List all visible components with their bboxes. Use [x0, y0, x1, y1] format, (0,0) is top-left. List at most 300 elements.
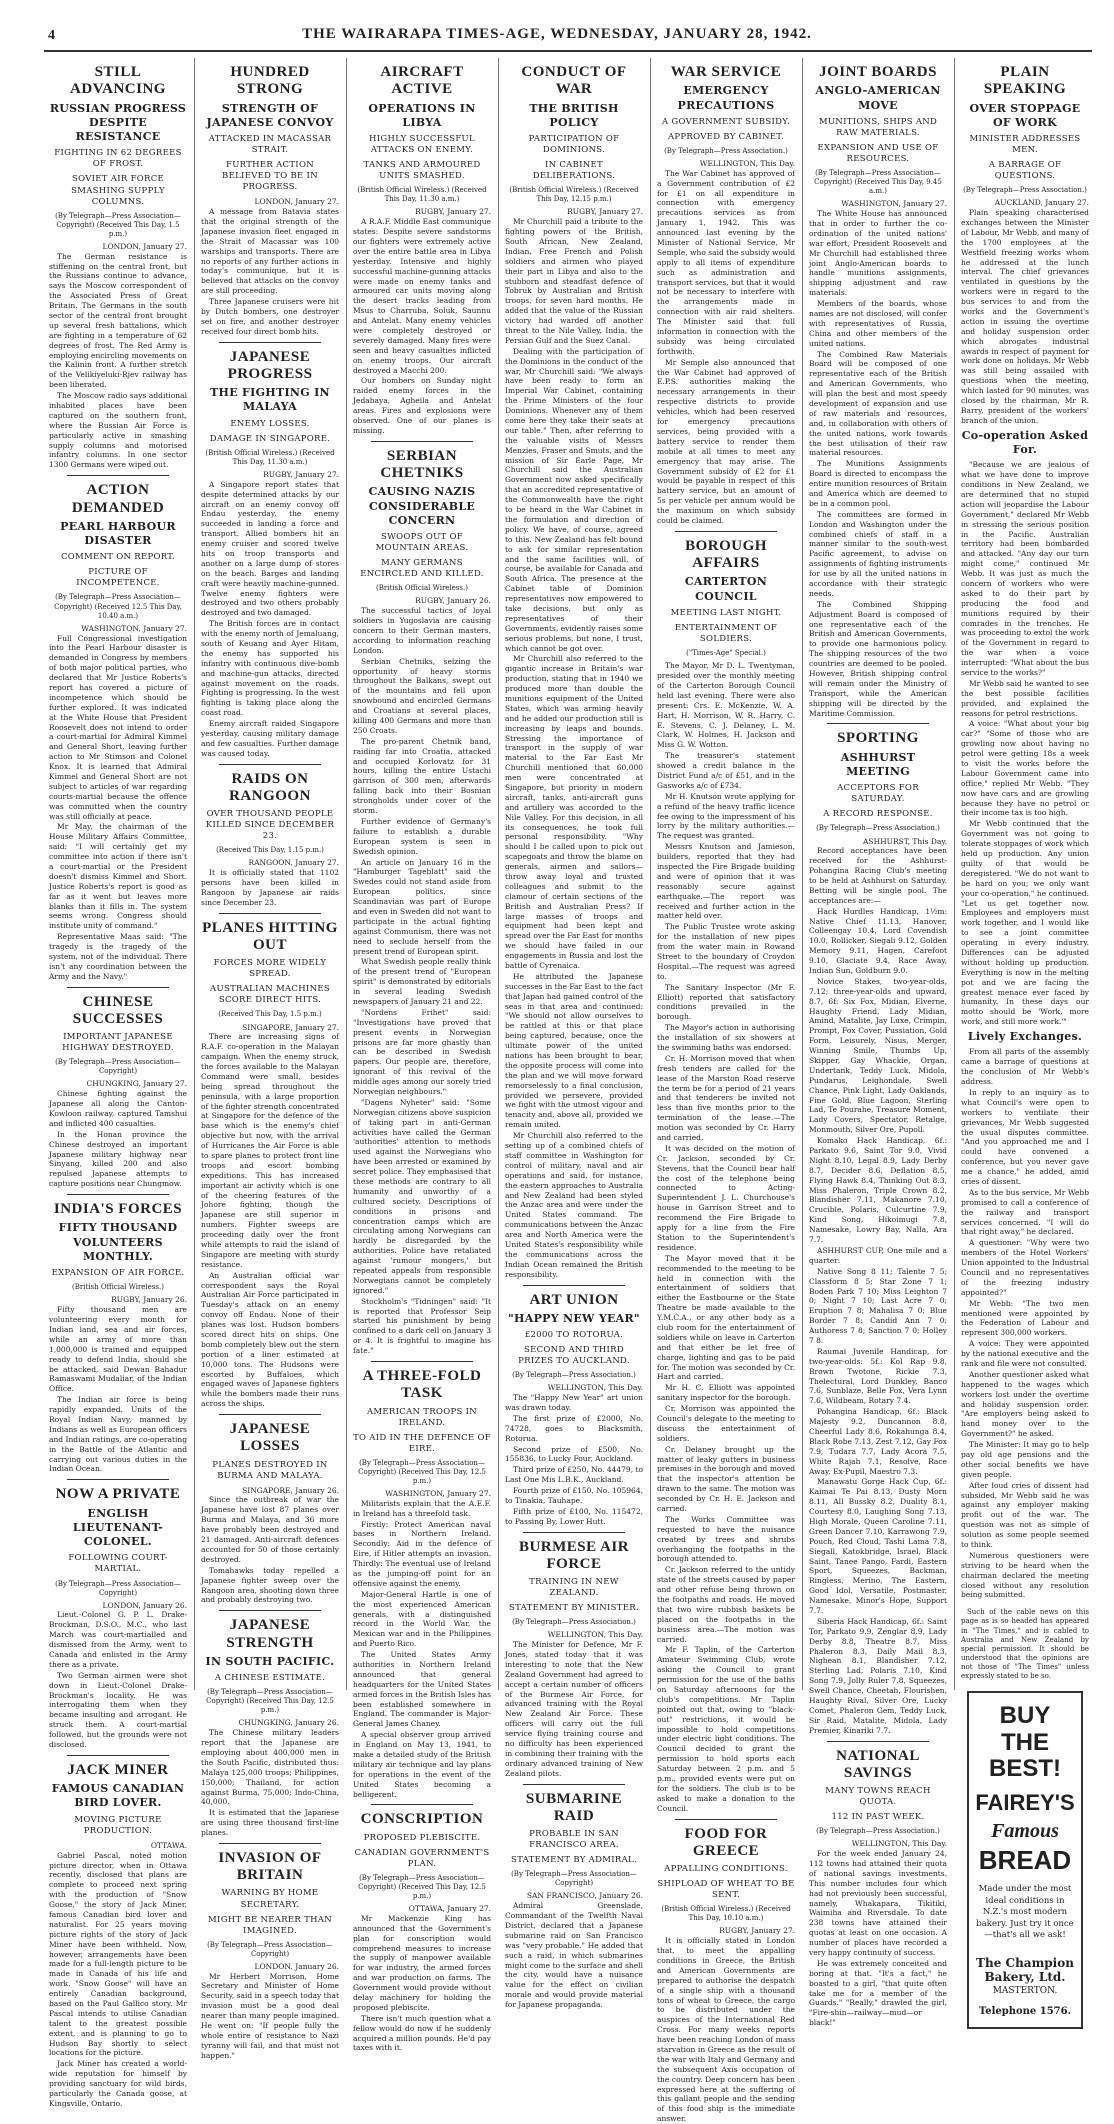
dateline-source: (By Telegraph—Press Association—Copyright) [207, 1940, 333, 1958]
deck: SECOND AND THIRD PRIZES TO AUCKLAND. [518, 1345, 630, 1367]
paragraph: Fifty thousand men are volunteering every month for Indian land, sea and air forces, while an army of more than 1,000,000 is trained and equipped ready to defend India, should she be attacked, said Dewan Bahadur Ramaswami Mudaliar, of the Indian Office. [49, 1305, 187, 1394]
dateline-source: (By Telegraph—Press Association—Copyright) [55, 1058, 181, 1076]
paragraph: Novice Stakes, two-year-olds, 7.12; three-year-olds and upward, 8.7, 6f: Six Fox, Midian, Elverne, Haughty Friend, Lady Midian, Amind, Matalite, Jay Luxe, Crimpin, Prompt, Fox Cover, Pussiation, Gold Form, Leisurely, Nisus, Merger, Winning Smile, Thumbs Up, Skipper, Gay Whackie, Organ, Undertank, Teddy Luck, Midola, Pundarus, Leighondale, Swell Chance, Pink Light, Lady Oaklands, Fine Gold, Blue Lagoon, Sterling Lad, Te Pourahe, Treasure Moment, Lady Covers, Spectator, Retalge, Monmouth, Silver Ore, Pupoll. [809, 976, 947, 1135]
subheadline: THE FIGHTING IN MALAYA [210, 386, 330, 414]
subheadline: Co-operation Asked For. [961, 428, 1089, 457]
paragraph: "Nordens Frihet" said: "Investigations have proved that present events in Norwegian prisons are far more ghastly than can be described in Swedish papers. Our people are, therefore, ignorant of this revival of the middle ages among our sorely tried Norwegian neighbours." [353, 1007, 491, 1096]
paragraph: Mr H. Knutson wrote applying for a refund of the heavy traffic licence fee owing to the impressment of his lorry by the military authorities.—The request was granted. [657, 791, 795, 841]
deck: COMMENT ON REPORT. [60, 552, 176, 563]
paragraph: Dealing with the participation of the Dominions in the conduct of the war, Mr Churchill said: "We always have been ready to form an Imperial War Cabinet, containing the Prime Ministers of the four Dominions. Whenever any of them come here they take their seats at our table." Then, after referring to the valuable visits of Messrs Menzies, Fraser and Smuts, and the mission of Sir Earle Page, Mr Churchill said the Australian Government now asked specifically that an accredited representative of the Commonwealth have the right to be heard in the War Cabinet in the formulation and direction of policy. We have, of course, agreed to this. New Zealand has felt bound to ask for similar representation and the same facilities will, of course, be available for Canada and South Africa. The presence at the Cabinet table of Dominion representatives now empowered to take decisions, but only as representatives of their Governments, evidently raises some serious problems, but none, I trust, which cannot be got over. [505, 346, 643, 653]
paragraph: The German resistance is stiffening on the central front, but the Russians continue to advance, says the Moscow correspondent of the Associated Press of Great Britain. The Germans in the south sector of the central front brought up several fresh battalions, which are fighting in a temperature of 62 degrees of frost. The Red Army is employing encircling movements on the Kalinin front. A further stretch of the Velikiyeluki-Rjev railway has been liberated. [49, 251, 187, 390]
dateline-source: ("Times-Age" Special.) [686, 649, 766, 658]
deck: TANKS AND ARMOURED UNITS SMASHED. [363, 160, 481, 182]
paragraph: Firstly: Protect American naval bases in Northern Ireland. Secondly: Aid in the defence of Eire, if Hitler attempts an invasion. Thirdly: The eventual use of Ireland as the jumping-off point for an offensive against the enemy. [353, 1519, 491, 1588]
dateline: WELLINGTON, This Day. [547, 1383, 643, 1393]
paragraph: Stockholm's "Tidningen" said: "It is reported that Professor Seip started his punishment by being confined to a dark cell on January 3 or 4. It is frightful to imagine his fate." [353, 1296, 491, 1356]
paragraph: Third prize of £250, No. 44479, to Last One Mis L.B.K., Auckland. [505, 1465, 643, 1485]
paragraph: The Mayor moved that it be recommended to the meeting to be held in connection with the entertainment of soldiers that either the Eastbourne or the State Theatre be made available to the Y.M.C.A., or any other body as a club room for the entertainment of soldiers while on leave in Carterton and that either be let free of charge, lighting and gas to be paid for. The motion was seconded by Cr. Hart and carried. [657, 1253, 795, 1382]
paragraph: The Works Committee was requested to have the nuisance created by trees and shrubs overhanging the footpaths in the borough attended to. [657, 1514, 795, 1564]
headline: JOINT BOARDS [819, 64, 937, 80]
paragraph: Further evidence of Germany's failure to establish a durable European system is seen in Swedish opinion. [353, 816, 491, 856]
separator [371, 1361, 473, 1362]
deck: A CHINESE ESTIMATE. [214, 1673, 326, 1684]
headline: SUBMARINE RAID [525, 1790, 623, 1824]
paragraph: The British forces are in contact with the enemy north of Jemaluang, south of Keuang and Ayer Hitam, the enemy has supported his infantry with continuous dive-bomb and machine-gun attacks, directed against movement on the roads. Fighting is progressing. In the west fighting is taking place along the coast road. [201, 619, 339, 718]
headline: STILL ADVANCING [70, 64, 166, 98]
dateline-source: (By Telegraph—Press Association.) [512, 1618, 636, 1627]
paragraph: A special observer group arrived in England on May 13, 1941, to make a detailed study of the British military air technique and lay plans for operations in the event of the United States becoming a belligerent. [353, 1730, 491, 1799]
paragraph: The Mayor, Mr D. L. Twentyman, presided over the monthly meeting of the Carterton Borough Council held last evening. There were also present: Crs. E. McKenzie, W. A. Hart, H. Morrison, W. R. Harry, C. E. Stevens, C. J. Delaney, L. M. Clark, W. Holmes, H. Jackson and Miss G. W. Wotton. [657, 661, 795, 750]
deck: PICTURE OF INCOMPETENCE. [76, 567, 160, 589]
paragraph: Plain speaking characterised exchanges between the Minister of Labour, Mr Webb, and many of the 1700 employees at the Westfield freezing works whom he addressed at the lunch interval. The chief grievances ventilated in questions by the workers were in regard to the bus services to and from the works and the Government's action in issuing the overtime and holiday suspension order which abrogates industrial awards in respect of payment for work done on holidays. Mr Webb was still being assailed with questions when the meeting, which lasted for 90 minutes, was closed by the chairman, Mr R. Barry, president of the workers' branch of the union. [961, 208, 1089, 425]
paragraph: Serbian Chetniks, seizing the opportunity of heavy storms throughout the Balkans, swept out of the mountains and fell upon snowbound and encircled Germans and Croatians at several places, killing 400 Germans and more than 250 Croats. [353, 656, 491, 735]
dateline-source: (British Official Wireless.) (Received This Day, 11.30 a.m.) [205, 448, 335, 466]
deck: 112 IN PAST WEEK. [831, 1812, 925, 1823]
dateline-source: (By Telegraph—Press Association.) [816, 1827, 940, 1836]
headline: SPORTING [837, 730, 919, 747]
headline: INVASION OF BRITAIN [218, 1849, 322, 1884]
deck: SHIPLOAD OF WHEAT TO BE SENT. [657, 1879, 795, 1901]
paragraph: The Sanitary Inspector (Mr F. Elliott) reported that satisfactory conditions prevailed in the borough. [657, 982, 795, 1022]
ad-buy: BUY [999, 1702, 1051, 1730]
dateline-source: (British Official Wireless.) [72, 1283, 164, 1292]
headline: NOW A PRIVATE [55, 1486, 181, 1503]
deck: TRAINING IN NEW ZEALAND. [529, 1577, 619, 1599]
dateline: CHUNGKING, January 27. [86, 1079, 187, 1089]
separator [219, 1610, 321, 1611]
paragraph: The "Happy New Year" art union was drawn today. [505, 1393, 643, 1412]
headline: SERBIAN CHETNIKS [380, 447, 464, 482]
paragraph: "Dagens Nyheter" said: "Some Norwegian citizens above suspicion of taking part in anti-German activities have called the German 'authorities' attention to methods used against the Norwegians who have been arrested or examined by secret police. They emphasised that these methods are contrary to all humanity and unworthy of a cultured society. Descriptions of conditions in prisons and concentration camps which are circulating among Norwegians can hardly be disregarded by the authorities. Police have retaliated against 'rumour mongers,' but repeated appeals from responsible Norwegians cannot be completely ignored." [353, 1097, 491, 1295]
dateline: RUGBY, January 27. [719, 1926, 795, 1936]
paragraph: In reply to an inquiry as to what Council's were open to workers to ventilate their grievances, Mr Webb suggested the usual disputes committee. "And you approached me and I could have convened a conference, but you never gave me a chance," he added, amid cries of dissent. [961, 1087, 1089, 1186]
headline: JACK MINER [67, 1761, 169, 1778]
headline: PLAIN SPEAKING [983, 64, 1067, 98]
paragraph: Mr Semple also announced that the War Cabinet had approved of E.P.S. authorities making the necessary arrangements in their respective districts to provide vehicles, which had been reserved for emergency precautions services, being provided with a battery service to render them mobile at all times to meet any emergency that may arise. The Government subsidy of £2 for £1 would be payable in respect of this battery service, but an amount of 5s per vehicle per annum would be the maximum on which subsidy could be claimed. [657, 357, 795, 525]
paragraph: Manawatu Gorge Hack Cup, 6f.: Kaimai Te Pai 8.13, Dusty Morn 8.11, All Bussky 8.2, Duality 8.1, Courtesy 8.0, Laughing Song 7.13, High Morale, Queen Caroline 7.11, Green Dancer 7.10, Karrawong 7.9, Pouch, Red Cloud, Tashi Lama 7.8, Siegall, Katokbridge, Israel, Black Saint, Tanee Pango, Fardi, Eastern Sport, Squeezes, Backman, Ringless, Merino, The Eastern, Good Idol, Versatile, Postmaster, Namesake, Minor's Hope, Support 7.7. [809, 1477, 947, 1615]
deck: MIGHT BE NEARER THAN IMAGINED. [208, 1914, 332, 1936]
deck: WARNING BY HOME SECRETARY. [221, 1888, 319, 1910]
dateline-source: (By Telegraph—Press Association—Copyright) (Received This Day, 12.5 p.m.) [358, 1873, 486, 1901]
deck: STATEMENT BY MINISTER. [509, 1603, 639, 1614]
dateline-source: (British Official Wireless.) (Received This Day, 11.30 a.m.) [357, 186, 487, 204]
subheadline: FAMOUS CANADIAN BIRD LOVER. [51, 1782, 185, 1810]
paragraph: Chinese fighting against the Japanese all along the Canton-Kowloon railway, captured Tamshui and inflicted 400 casualties. [49, 1089, 187, 1128]
paragraph: Cr. Jackson referred to the untidy state of the streets caused by paper and other refuse being thrown on the footpaths and roads. He moved that two wire rubbish baskets be placed on the footpaths in the business area.—The motion was carried. [657, 1565, 795, 1644]
deck: SWOOPS OUT OF MOUNTAIN AREAS. [375, 532, 469, 554]
column-1 [44, 58, 192, 2108]
dateline: CHUNGKING, January 26. [238, 1718, 339, 1728]
paragraph: From all parts of the assembly came a barrage of questions at the conclusion of Mr Webb's address. [961, 1047, 1089, 1087]
paragraph: It is officially stated that 1102 persons have been killed in Rangoon by Japanese air raids since December 23. [201, 868, 339, 907]
paragraph: Cr. Delaney brought up the matter of leaky gutters in business premises in the borough and moved that the inspector's attention be drawn to the same. The motion was seconded by Cr. H. E. Jackson and carried. [657, 1444, 795, 1513]
paragraph: Mr Churchill paid a tribute to the fighting powers of the British, South African, New Zealand, Indian, Free French and Polish soldiers and airmen who played their part in Libya and also to the stubborn and steadfast defence of Tobruk by Australian and British troops, for seven hard months. He added that the value of the Russian victory had warded off another threat to the Nile Valley, India, the Persian Gulf and the Suez Canal. [505, 217, 643, 345]
subheadline: OPERATIONS IN LIBYA [368, 101, 476, 129]
separator [675, 1819, 777, 1820]
dateline: ASHHURST, This Day. [863, 836, 947, 846]
paragraph: Mr Churchill also referred to the setting up of a combined chiefs of staff committee in Washington for control of military, naval and air operations and said, for instance, the eastern approaches to Australia and New Zealand had been styled the Anzac area and were under the United States command. The communications between the Anzac area and North America were the United States's responsibility while the communications across the Indian Ocean remained the British responsibility. [505, 1131, 643, 1279]
paragraph: Enemy aircraft raided Singapore yesterday, causing military damage and few casualties. Further damage was caused today. [201, 719, 339, 758]
headline: NATIONAL SAVINGS [836, 1747, 920, 1781]
subheadline: THE BRITISH POLICY [529, 101, 619, 129]
paragraph: Fourth prize of £150, No. 105964, to Tinakia, Tauhape. [505, 1486, 643, 1505]
paragraph: The War Cabinet has approved of a Government contribution of £2 for £1 on all expenditure in connection with emergency precautions services as from January 1, 1942. This was announced last evening by the Minister of National Service, Mr Semple, who said the subsidy would apply to all items of expenditure such as administration and transport services, but that it would not be necessary to interfere with the arrangements made in connection with air raid shelters. The Minister said that full information in connection with the subsidy was being circulated forthwith. [657, 168, 795, 356]
deck: MANY GERMANS ENCIRCLED AND KILLED. [360, 558, 484, 580]
ad-body: Made under the most ideal conditions in N.Z.'s most modern bakery. Just try it once—that's all we ask! [976, 1884, 1074, 1941]
separator [219, 764, 321, 765]
deck: A RECORD RESPONSE. [823, 809, 933, 820]
column-divider [194, 58, 195, 1690]
deck: FURTHER ACTION BELIEVED TO BE IN PROGRESS. [222, 160, 318, 193]
paragraph: There are increasing signs of R.A.F. co-operation in the Malayan campaign. When the enemy struck, the forces available to the Malayan Command were small, besides being spread throughout the peninsula, with a large proportion of the fighter strength concentrated at Singapore for the defence of the base which is the enemy's chief objective but now, with the arrival of Hurricanes the Air Force is able to spare planes to protect front line troops and escort bombing expeditions. This has increased important air activity which is one of the cheering features of the Johore fighting, though the Japanese are still superior in numbers. Fighter sweeps are proceeding daily over the front while attempts to raid the island of Singapore are meeting with sturdy resistance. [201, 1032, 339, 1269]
deck: PARTICIPATION OF DOMINIONS. [528, 134, 620, 156]
paragraph: Since the outbreak of war the Japanese have lost 87 planes over Burma and Malaya, and 36 more have probably been destroyed and 21 damaged. Anti-aircraft defences accounted for 50 of those certainly destroyed. [201, 1495, 339, 1564]
deck: AUSTRALIAN MACHINES SCORE DIRECT HITS. [210, 984, 330, 1006]
paragraph: ASHHURST CUP, One mile and a quarter: [809, 1245, 947, 1265]
dateline: OTTAWA. [150, 1840, 187, 1850]
paragraph: Mr May, the chairman of the House Military Affairs Committee, said: "I will certainly get my committee into action if there isn't a court-martial or the President doesn't dismiss Kimmel and Short. Justice Roberts's report is good as far as it went but leaves more blanks than it fills in. The system seems wrong. Congress should institute unity of command." [49, 822, 187, 931]
dateline-source: (By Telegraph—Press Association—Copyright) (Received 12.5 This Day, 10.40 a.m.) [54, 593, 182, 620]
deck: MUNITIONS, SHIPS AND RAW MATERIALS. [818, 116, 938, 138]
deck: ATTACKED IN MACASSAR STRAIT. [208, 134, 332, 156]
subheadline: ANGLO-AMERICAN MOVE [815, 84, 941, 112]
dateline-source: (Received This Day, 1.15 p.m.) [216, 846, 324, 855]
paragraph: Mr Herbert Morrison, Home Secretary and Minister of Home Security, said in a speech today that invasion must be a good deal nearer than many people imagined. He went on: "If people fully the whole entire of resistance to Nazi tyranny will fail, and that must not happen." [201, 1971, 339, 2060]
paragraph: Militarists explain that the A.E.F. in Ireland has a threefold task. [353, 1498, 491, 1518]
headline: PLANES HITTING OUT [202, 919, 338, 954]
deck: SOVIET AIR FORCE SMASHING SUPPLY COLUMNS. [71, 174, 165, 207]
dateline-source: (British Official Wireless.) (Received This Day, 10.10 a.m.) [661, 1905, 791, 1923]
headline: AIRCRAFT ACTIVE [380, 64, 464, 98]
separator [371, 441, 473, 442]
paragraph: Pohangina Handicap, 6f.: Black Majesty 9.2, Duncannon 8.8, Cheerful Lady 8.6, Rokahunga 8.4, Black Robe 7.13, Zest 7.12, Gay Fox 7.9, Tudara 7.7, Lady Acora 7.5, White Rajah 7.1, Resolve, Race Away, Ex-Pupil, Maestro 7.3. [809, 1407, 947, 1476]
paragraph: There isn't much question what a fellow would do now if he suddenly acquired a million pounds. He'd pay taxes with it. [353, 2013, 491, 2053]
deck: MINISTER ADDRESSES MEN. [969, 134, 1081, 156]
masthead-title: THE WAIRARAPA TIMES-AGE, WEDNESDAY, JANUARY 28, 1942. [302, 26, 812, 42]
separator [67, 1755, 169, 1756]
separator [827, 1741, 929, 1742]
deck: APPALLING CONDITIONS. [664, 1864, 788, 1875]
deck: MANY TOWNS REACH QUOTA. [825, 1786, 931, 1808]
paragraph: Two German airmen were shot down in Lieut.-Colonel Drake-Brockman's locality. He was interrogating them when they became insulting and arrogant. He struck them. A court-martial followed, but the grounds were not disclosed. [49, 1670, 187, 1750]
dateline: RUGBY, January 26. [415, 596, 491, 606]
separator [67, 987, 169, 988]
dateline: OTTAWA, January 27. [408, 1904, 491, 1914]
dateline-source: (By Telegraph—Press Association—Copyright) [511, 1870, 637, 1888]
dateline-source: (By Telegraph—Press Association.) [664, 146, 788, 155]
column-7 [956, 58, 1094, 2017]
dateline: LONDON, January 27. [254, 197, 339, 207]
dateline: RUGBY, January 27. [415, 207, 491, 217]
paragraph: A questioner: "Why were two members of the Hotel Workers' Union appointed to the Industrial Council and no representatives of the freezing industry appointed?" [961, 1238, 1089, 1297]
column-6 [804, 58, 952, 2028]
paragraph: Mr F. Taplin, of the Carterton Amateur Swimming Club, wrote asking the Council to grant permission for the use of the baths on Saturday afternoons for the club's competitions. Mr Taplin pointed out that, owing to "black-out" restrictions, it would be impossible to hold competitions under electric light conditions. The Council decided to grant the permission to hold sports each Saturday between 2 p.m. and 5 p.m., provided events were put on for the soldiers. The club is to be asked to make a donation to the Council. [657, 1645, 795, 1813]
dateline: LONDON, January 26. [254, 1961, 339, 1971]
deck: DAMAGE IN SINGAPORE. [209, 433, 331, 444]
deck: TO AID IN THE DEFENCE OF EIRE. [353, 1432, 491, 1454]
paragraph: For the week ended January 24, 112 towns had attained their quota of national savings investments. This number includes four which had not previously been successful, namely, Whakapara, Tikitiki, Waimiha and Riversdale. To date 238 towns have attained their quotas at least on one occasion. A number of places have recorded a very happy continuity of success. [809, 1849, 947, 1957]
deck: FORCES MORE WIDELY SPREAD. [213, 958, 327, 980]
paragraph: Fifth prize of £100, No. 115472, to Passing By, Lower Hutt. [505, 1506, 643, 1526]
dateline-source: (British Official Wireless.) (Received This Day, 12.15 p.m.) [509, 186, 639, 204]
paragraph: Members of the boards, whose names are not disclosed, will confer with representatives of Russia, China and other members of the united nations. [809, 299, 947, 348]
paragraph: "Because we are jealous of what we have done to improve conditions in New Zealand, we are determined that no stupid action will jeopardise the Labour Government," declared Mr Webb in stressing the serious position in the Pacific. Australian territory had been bombarded and attacked. "Any day our turn might come," continued Mr Webb. It was just as much the concern of workers who were asked to do their part by producing the food and munitions required by their comrades in the trenches. He was proceeding to extol the work of the Government in regard to the war when a voice interrupted: "What about the bus service to the works?" [961, 460, 1089, 678]
paragraph: After loud cries of dissent had subsided, Mr Webb said he was against any employer making profit out of the war. The question was not as simple of solution as some people seemed to think. [961, 1480, 1089, 1550]
headline: CONDUCT OF WAR [521, 64, 627, 98]
subheadline: "HAPPY NEW YEAR" [508, 1311, 640, 1325]
paragraph: The Munitions Assignments Board is directed to encompass the entire munition resources of Britain and America which are deemed to be in a common pool. [809, 459, 947, 508]
headline: ACTION DEMANDED [71, 482, 165, 516]
paragraph: The Combined Raw Materials Board will be composed of one representative each of the British and American Governments, who will plan the best and most speedy development of expansion and use of raw materials and resources, and, in collaboration with others of the united nations, work towards the best utilisation of their raw material resources. [809, 349, 947, 458]
paragraph: Mr Webb said he wanted to see the best possible facilities provided, and explained the reasons for petrol restrictions. [961, 678, 1089, 718]
dateline-source: (Received This Day, 1.5 p.m.) [218, 1010, 322, 1019]
paragraph: The Minister: It may go to help pay old age pensions and the other social benefits we have given people. [961, 1440, 1089, 1479]
paragraph: Cr. Morrison was appointed the Council's delegate to the meeting to discuss the entertainment of soldiers. [657, 1404, 795, 1443]
deck: IN CABINET DELIBERATIONS. [532, 160, 616, 182]
subheadline: OVER STOPPAGE OF WORK [969, 101, 1081, 129]
subheadline: Lively Exchanges. [967, 1030, 1083, 1044]
separator [523, 1532, 625, 1533]
column-divider [346, 58, 347, 1690]
deck: A GOVERNMENT SUBSIDY. [661, 116, 791, 127]
headline: BOROUGH AFFAIRS [685, 537, 767, 572]
paragraph: Mr Webb: "The two men mentioned were appointed by the Federation of Labour and represent 300,000 workers. [961, 1298, 1089, 1338]
paragraph: He was extremely conceited and boring at that. "It's a fact," he boasted to a girl, "that quite often take me for a member of the Guards." "Really," drawled the girl, "Fire-shin—railway—mud—or black!" [809, 1958, 947, 2028]
deck: ENEMY LOSSES. [230, 418, 310, 429]
separator [67, 1479, 169, 1480]
paragraph: Representative Maas said: "The tragedy is the tragedy of the system, not of the individual. There isn't any coordination between the Army and the Navy." [49, 932, 187, 981]
column-divider [954, 58, 955, 1690]
subheadline: PEARL HARBOUR DISASTER [60, 519, 176, 548]
headline: WAR SERVICE [670, 64, 782, 80]
dateline-source: (By Telegraph—Press Association.) [963, 186, 1087, 195]
subheadline: CAUSING NAZIS CONSIDERABLE CONCERN [368, 485, 476, 527]
paragraph: The Public Trustee wrote asking for the installation of new pipes from the water main in Rowand Street to the boundary of Croydon Hospital.—The request was agreed to. [657, 922, 795, 981]
deck: PROPOSED PLEBISCITE. [363, 1832, 481, 1843]
paragraph: A voice: "What about your big car?" "Some of those who are growling now about having no petrol were getting 18s a week to visit the works before the Labour Government came into office," replied Mr Webb. "They now have cars and are growling because they have no petrol or their income tax is too high. [961, 719, 1089, 818]
deck: AMERICAN TROOPS IN IRELAND. [366, 1406, 478, 1428]
dateline: RUGBY, January 26. [111, 1295, 187, 1305]
deck: APPROVED BY CABINET. [667, 131, 785, 142]
paragraph: Cr. H. Morrison moved that when fresh tenders are called for the lease of the Marston Road reserve the term be for a period of 21 years and that tenderers be invited not less than five months prior to the termination of the lease.—The motion was seconded by Cr. Harry and carried. [657, 1053, 795, 1143]
paragraph: The Indian air force is being rapidly expanded. Units of the Royal Indian Navy, manned by Indians as well as European officers and Indian ratings, are co-operating in the Battle of the Atlantic and carrying out various duties in the Indian Ocean. [49, 1395, 187, 1474]
deck: £2000 TO ROTORUA. [524, 1330, 624, 1341]
headline: RAIDS ON RANGOON [229, 770, 311, 804]
ad-company: The Champion Bakery, Ltd. [976, 1955, 1074, 1984]
paragraph: Siberia Hack Handicap, 6f.: Saint Tor, Parkato 9.9, Zenglar 8.9, Lady Derby 8.8, Theatre 8.7, Miss Phaleron 8.3, Daily Mail 8.3, Nighean 8.1, Blandisher 7.12, Sterling Lad, Polaris 7.10, Kind Song 7.9, Jolly Ruler 7.8, Squeezes, Swell Chance, Cheetah, Flourishen, Haughty Rival, Silver Ore, Lucky Comet, Phaleron Gem, Teddy Luck, Sir Raid, Matalite, Midola, Lady Premier, Kinariki 7.7. [809, 1616, 947, 1735]
paragraph: An Australian official war correspondent says the Royal Australian Air Force participated in Tuesday's attack on an enemy convoy off Endau. None of their planes was lost. Hudson bombers scored direct hits on ships. One bomb completely blew out the stern portion of a liner estimated at 10,000 tons. The Hudsons were escorted by Buffaloes, which engaged waves of Japanese fighters while the bombers made their runs across the ships. [201, 1270, 339, 1409]
headline: ART UNION [529, 1291, 619, 1308]
ad-brand: FAIREY'S [975, 1790, 1075, 1816]
paragraph: Komako Hack Handicap, 6f.: Parkato 9.6, Saint Tor 9.0, Vivid Night 8.10, Legal 8.9, Lady Derby 8.7, Decider 8.6, Deflation 8.5, Flying Hawk 8.4, Thinking Out 8.3, Miss Phaleron, Triple Crown 8.2, Blandisher 7.11, Makanore 7.10, Crucible, Polaris, Culcurtine 7.9, Kind Song, Hikoimugi 7.8, Namesake, Lowry Bay, Nalla, Ara 7.7. [809, 1136, 947, 1245]
deck: EXPANSION AND USE OF RESOURCES. [817, 142, 939, 164]
separator [675, 531, 777, 532]
deck: EXPANSION OF AIR FORCE. [51, 1268, 185, 1279]
deck: IMPORTANT JAPANESE HIGHWAY DESTROYED. [62, 1032, 174, 1054]
paragraph: A R.A.F. Middle East communique states: Despite severe sandstorms our fighters were extremely active over the entire battle area in Libya yesterday. Intensive and highly successful machine-gunning attacks were made on enemy tanks and armoured car units moving along the desert tracks leading from Msus to Charruba, Soluk, Saunnu and Antelat. Many enemy vehicles were completely destroyed or severely damaged. Many fires were seen and heavy casualties inflicted on enemy troops. Our aircraft destroyed a Macchi 200. [353, 217, 491, 375]
dateline: WELLINGTON, This Day. [547, 1630, 643, 1640]
paragraph: The United States Army authorities in Northern Ireland announced that general headquarters for the United States armed forces in the British Isles has been established somewhere in England. The commander is Major-General James Chaney. [353, 1650, 491, 1729]
separator [523, 1285, 625, 1286]
paragraph: Raumai Juvenile Handicap, for two-year-olds: 5f.: Kol Rap 9.8, Brown Twotone, Rickie 7.3, Thelectural, Lord Dunkley, Banco 7.6, Sunblaze, Belle Fox, Vera Lynn 7.6, Wildbeam, Rotary 7.4. [809, 1346, 947, 1406]
separator [371, 1804, 473, 1805]
dateline: RANGOON, January 27. [248, 858, 339, 868]
headline: INDIA'S FORCES [53, 1201, 183, 1218]
deck: HIGHLY SUCCESSFUL ATTACKS ON ENEMY. [369, 134, 475, 156]
dateline-source: (British Official Wireless.) [376, 584, 468, 593]
ad-town: MASTERTON. [992, 1985, 1058, 1996]
paragraph: Admiral Greenslade, Commandant of the Twelfth Naval District, declared that a Japanese submarine raid on San Francisco was "very probable." He added that such a raid, in which submarines might come to the surface and shell the city, would have a nuisance value for the effect on civilian morale and would provide material for Japanese propaganda. [505, 1901, 643, 2010]
separator [219, 913, 321, 914]
paragraph: Hack Hurdles Handicap, 1½m: Native Chief 11.13, Hanover, Colleengay 10.4, Lord Covendish 10.0, Rollicker, Siegali 9.12, Golden Memory 9.11, Hagen, Carefoot 9.10, Glaciate 9.4, Race Away, Indian Sun, Goldburn 9.0. [809, 906, 947, 975]
dateline: RUGBY, January 27. [567, 207, 643, 217]
deck: MOVING PICTURE PRODUCTION. [74, 1814, 162, 1836]
headline: BURMESE AIR FORCE [518, 1538, 630, 1572]
column-5 [652, 58, 800, 2124]
paragraph: A voice: They were appointed by the national executive and the rank and file were not consulted. [961, 1339, 1089, 1368]
deck: A BARRAGE OF QUESTIONS. [988, 160, 1062, 182]
subheadline: IN SOUTH PACIFIC. [205, 1654, 335, 1668]
deck: CANADIAN GOVERNMENT'S PLAN. [354, 1847, 490, 1869]
dateline: WELLINGTON, This Day. [851, 1839, 947, 1849]
dateline: SINGAPORE, January 27. [242, 1022, 339, 1032]
headline: CHINESE SUCCESSES [72, 993, 164, 1027]
separator [67, 475, 169, 476]
ad-phone: Telephone 1576. [978, 2005, 1072, 2017]
separator [219, 1414, 321, 1415]
deck: PROBABLE IN SAN FRANCISCO AREA. [529, 1829, 619, 1851]
ad-best: BEST! [989, 1754, 1061, 1782]
paragraph: A Singapore report states that despite determined attacks by our aircraft on an enemy convoy off Endau yesterday, the enemy succeeded in landing a force and transport. Allied bombers hit an enemy cruiser and scored twelve hits on troop transports and another on a large dump of stores on the beach. Barges and landing craft were heavily machine-gunned. Twelve enemy fighters were destroyed and two others probably destroyed and two damaged. [201, 479, 339, 618]
dateline-source: (By Telegraph—Press Association—Copyright) (Received This Day, 12.5 p.m.) [206, 1688, 334, 1715]
dateline: WASHINGTON, January 27. [841, 199, 947, 209]
dateline: AUCKLAND, January 27. [994, 198, 1089, 208]
paragraph: Mr Webb continued that the Government was not going to tolerate stoppages of work which held up production. Any union guilty of that would be deregistered. "We do not want to be hard on you; we only want your co-operation," he continued. "Let us get together now. Employees and employers must work together, and I would like to see a joint committee operating in every industry. Differences can be adjusted without holding up production. Everything is now in the melting pot and we are facing the greatest menace ever faced by humanity. In these days our motto should be 'Work, more work, and still more work.'" [961, 819, 1089, 1027]
dateline: WASHINGTON, January 27. [81, 623, 187, 633]
column-4 [500, 58, 648, 2010]
column-2 [196, 58, 344, 2060]
dateline: RUGBY, January 27. [263, 470, 339, 480]
subheadline: EMERGENCY PRECAUTIONS [677, 84, 775, 112]
subheadline: FIFTY THOUSAND VOLUNTEERS MONTHLY. [58, 1221, 178, 1263]
paragraph: Full Congressional investigation into the Pearl Harbour disaster is demanded in Congress by members of both major political parties, who declared that Mr Justice Roberts's report has covered a picture of incompetence which should be further explored. It was indicated at the White House that President Roosevelt does not intend to order a court-martial for Admiral Kimmel and General Short, leaving further action to Mr Stimson and Colonel Knox. It is learned that Admiral Kimmel and General Short are not subject to articles of war regarding courts-martial because the offence was committed when the country was still officially at peace. [49, 633, 187, 821]
ad-bread: BREAD [978, 1845, 1072, 1876]
dateline: SAN FRANCISCO, January 26. [526, 1891, 643, 1901]
dateline-source: (By Telegraph—Press Association—Copyright) (Received This Day, 12.5 p.m.) [358, 1458, 486, 1485]
paragraph: It is estimated that the Japanese are using three thousand first-line planes. [201, 1808, 339, 1838]
headline: JAPANESE LOSSES [229, 1421, 311, 1455]
headline: JAPANESE STRENGTH [226, 1617, 314, 1651]
paragraph: Numerous questioners were striving to be heard when the chairman declared the meeting closed without any resolution being submitted. [961, 1550, 1089, 1600]
paragraph: Major-General Hartle is one of the most experienced American generals, with a distinguished record in the World War, the Mexican war and in the Philippines and Puerto Rico. [353, 1589, 491, 1649]
subheadline: STRENGTH OF JAPANESE CONVOY [206, 101, 334, 129]
paragraph: Lieut.-Colonel G. P. L. Drake-Brockman, D.S.O., M.C., who last March was court-martialled and dismissed from the Army, went to Canada and enlisted in the Army there as a private. [49, 1610, 187, 1669]
paragraph: Mr Churchill also referred to the gigantic increase in Britain's war production, stating that in 1940 we produced more than double the munitions equipment of the United States, which was arming heavily and he added our production still is increasing by leaps and bounds. Stressing the importance of transport in the supply of war material to the Far East Mr Churchill mentioned that 60,000 men were concentrated at Singapore, but priority in modern aircraft, tanks, anti-aircraft guns and artillery was accorded to the Nile Valley. For this decision, in all its consequences, he took full personal responsibility. "Why should I be called upon to pick out scapegoats and throw the blame on generals, airmen and sailors—throw away loyal and trusted colleagues and submit to the clamour of certain sections of the British and Australian Press? If large masses of troops and equipment had been kept and spread over the Far East for months we should have failed in our engagements in Russia and lost the battle of Cyrenaica. [505, 654, 643, 971]
paragraph: What Swedish people really think of the present trend of "European spirit" is demonstrated by editorials in several leading Swedish newspapers of January 21 and 22. [353, 957, 491, 1006]
column-divider [498, 58, 499, 1690]
paragraph: Record acceptances have been received for the Ashhurst-Pohangina Racing Club's meeting to be held at Ashhurst on Saturday. Betting will be single pool. The acceptances are:— [809, 846, 947, 905]
bread-advertisement [967, 1691, 1083, 2029]
paragraph: Gabriel Pascal, noted motion picture director, when in Ottawa recently, disclosed that plans are complete to proceed next spring with the production of "Snow Goose," the story of Jack Miner, famous Canadian bird lover and naturalist. For 25 years moving picture rights of the story of Jack Miner have been withheld. Now, however, arrangements have been made for a full-length picture to be made in Canada of his life and work. "Snow Goose" will have an entirely Canadian background, based on the Paul Gallico story. Mr Pascal intends to utilise Canadian talent to the greatest possible extent, and is planning to go to Hudson Bay shortly to select locations for the picture. [49, 1850, 187, 2058]
paragraph: The White House has announced that in order to further the co-ordination of the united nations' war effort, President Roosevelt and Mr Churchill had established three joint Anglo-American boards to handle munitions assignments, shipping adjustment and raw materials. [809, 209, 947, 298]
deck: MEETING LAST NIGHT. [670, 607, 782, 618]
paragraph: Three Japanese cruisers were hit by Dutch bombers, one destroyer set on fire, and another destroyer received four direct bomb hits. [201, 297, 339, 336]
dateline: WASHINGTON, January 27. [385, 1489, 491, 1498]
paragraph: In the Honan province the Chinese destroyed an important Japanese military highway near Sinyang, killed 200 and also repulsed Japanese attempts to capture positions near Chungmow. [49, 1129, 187, 1189]
subheadline: ASHHURST MEETING [840, 750, 916, 779]
masthead-rule [44, 50, 1092, 52]
paragraph: The Moscow radio says additional inhabited places have been captured on the southern front, where the Russian Air Force is particularly active in smashing supply columns and motorised infantry columns. In one sector 1300 Germans were wiped out. [49, 391, 187, 470]
paragraph: It was decided on the motion of Cr. Jackson, seconded by Cr. Stevens, that the Council bear half the cost of the telephone being connected to Acting-Superintendent J. L. Churchouse's house in Garrison Street and to recommend the Fire Brigade to apply for a line from the Fire Station to the Superintendent's residence. [657, 1143, 795, 1252]
paragraph: Our bombers on Sunday night raided enemy forces in the Jedabaya, Agheila and Antelat areas. Fires and explosions were observed. One of our planes is missing. [353, 376, 491, 435]
dateline-source: (By Telegraph—Press Association—Copyright) [55, 1579, 181, 1597]
dateline-source: (By Telegraph—Press Association—Copyright) (Received This Day, 1.5 p.m.) [55, 211, 181, 238]
paragraph: Mr H. C. Elliott was appointed sanitary inspector for the borough. [657, 1383, 795, 1403]
paragraph: It is officially stated in London that, to meet the appalling conditions in Greece, the British and American Governments are prepared to authorise the despatch of a single ship with a thousand tons of wheat to Greece, the cargo to be distributed under the auspices of the International Red Cross. For many weeks reports have been reaching London of mass starvation in Greece as the result of the war with Italy and Germany and the subsequent Axis occupation of the country. Deep concern has been expressed here at the suffering of this gallant people and the sending of this food ship is the immediate answer. [657, 1936, 795, 2124]
masthead [0, 0, 1114, 52]
paragraph: The Mayor's action in authorising the installation of six showers at the swimming baths was endorsed. [657, 1023, 795, 1053]
paragraph: Jack Miner has created a world-wide reputation for himself by providing sanctuary for wild birds, particularly the Canada goose, at Kingsville, Ontario. [49, 2059, 187, 2108]
separator [827, 723, 929, 724]
paragraph: The first prize of £2000, No. 74728, goes to Blacksmith, Rotorua. [505, 1413, 643, 1443]
paragraph: The successful tactics of loyal soldiers in Yugoslavia are causing concern to their German masters, according to information reaching London. [353, 606, 491, 655]
page-number: 4 [48, 28, 55, 43]
paragraph: An article on January 16 in the "Hamburger Tageblatt" said the Swedes could not stand aside from European politics, since Scandinavian was part of Europe and even in Sweden did not want to participate in the actual fighting against Communism, there was not need to seclude herself from the present trend of European spirit. [353, 857, 491, 956]
paragraph: The Chinese military leaders report that the Japanese are employing about 400,000 men in the South Pacific, distributed thus: Malaya 125,000 troops; Philippines, 150,000; Thailand, for action against Burma, 75,000; Indo-China, 40,000. [201, 1728, 339, 1807]
dateline: LONDON, January 26. [102, 1600, 187, 1610]
paragraph: The treasurer's statement showed a credit balance in the District Fund a/c of £51, and in the Gasworks a/c of £734. [657, 751, 795, 790]
ad-famous: Famous [991, 1820, 1059, 1843]
headline: CONSCRIPTION [360, 1811, 484, 1828]
paragraph: The Minister for Defence, Mr F. Jones, stated today that it was interesting to note that the New Zealand Government had agreed to accept a certain number of officers of the Burmese Air Force, for advanced training with the Royal New Zealand Air Force. These officers will carry out the full service flying training course and no difficulty has been experienced in combining their training with the ordinary advanced training of New Zealand pilots. [505, 1640, 643, 1778]
paragraph: Native Song 8 11; Talente 7 5; Classform 8 5; Star Zone 7 1; Boden Park 7 10; Miss Leighton 7 0; Night 7 10; Last Acre 7 0; Eruption 7 8; Mahalisa 7 0; Blue Border 7 8; Candid Ann 7 0; Authoress 7 8; Sanction 7 0; Holley 7 8. [809, 1266, 947, 1345]
separator [523, 1784, 625, 1785]
dateline: LONDON, January 27. [102, 241, 187, 251]
headline: JAPANESE PROGRESS [227, 348, 313, 382]
paragraph: He attributed the Japanese successes in the Far East to the fact that Japan had gained control of the seas in that area and continued: "We should not allow ourselves to be rattled at this or that place being captured, because, once the ultimate power of the united nations has been brought to bear, the opposite process will come into the plan and we will move forward remorselessly to a final conclusion, provided we persevere, provided we fight with the utmost vigour and tenacity and, above all, provided we remain united. [505, 971, 643, 1130]
copyright-notice: Such of the cable news on this page as is so headed has appeared in "The Times," and is cabled to Australia and New Zealand by special permission. It should be understood that the opinions are not those of "The Times" unless expressly stated to be so. [961, 1608, 1089, 1681]
dateline: SINGAPORE, January 26. [242, 1485, 339, 1495]
deck: OVER THOUSAND PEOPLE KILLED SINCE DECEMBER 23. [205, 809, 335, 842]
paragraph: The committees are formed in London and Washington under the combined chiefs of staff in a manner similar to the south-west Pacific agreement, to advise on assignments of fighting instruments for use by all the united nations in accordance with their strategic needs. [809, 509, 947, 598]
deck: PLANES DESTROYED IN BURMA AND MALAYA. [212, 1459, 328, 1481]
paragraph: The pro-parent Chetnik band, raiding far into Croatia, attacked and occupied Korlovatz for 31 hours, killing the entire Ustachi garrison of 300 men, afterwards falling back into their Bosnian strongholds under cover of the storm. [353, 736, 491, 816]
paragraph: Another questioner asked what happened to the wages which workers lost under the overtime and holiday suspension order. "Are employers being asked to hand money over to the Government?" he asked. [961, 1369, 1089, 1439]
separator [219, 342, 321, 343]
paragraph: Messrs Knutson and Jamieson, builders, reported that they had inspected the Fire Brigade building and were of opinion that it was reasonably secure against earthquake.—The report was received and further action in the matter held over. [657, 842, 795, 921]
separator [219, 1843, 321, 1844]
column-7-articles [961, 64, 1089, 1600]
paragraph: Mr Mackenzie King has announced that the Government's plan for conscription would comprehend measures to increase the supply of manpower available for war industry, the armed forces and war production on farms. The Government would provide without delay machinery for holding the proposed plebiscite. [353, 1913, 491, 2012]
headline: FOOD FOR GREECE [684, 1825, 768, 1859]
deck: FOLLOWING COURT-MARTIAL. [68, 1553, 168, 1575]
headline: A THREE-FOLD TASK [362, 1368, 482, 1402]
subheadline: CARTERTON COUNCIL [684, 575, 768, 603]
headline: HUNDRED STRONG [230, 64, 310, 98]
subheadline: RUSSIAN PROGRESS DESPITE RESISTANCE [49, 101, 187, 144]
separator [67, 1194, 169, 1195]
deck: ACCEPTORS FOR SATURDAY. [837, 783, 919, 805]
column-divider [650, 58, 651, 1690]
deck: ENTERTAINMENT OF SOLDIERS. [674, 622, 778, 645]
paragraph: A message from Batavia states that the original strength of the Japanese invasion fleet engaged in the Strait of Macassar was 100 warships and transports. There are no reports of any further actions in today's communique, but it is believed that attacks on the convoy are still proceeding. [201, 207, 339, 296]
dateline-source: (By Telegraph—Press Association.) [816, 824, 940, 833]
paragraph: Second prize of £500, No. 155836, to Lucky Four, Auckland. [505, 1444, 643, 1464]
paragraph: As to the bus service, Mr Webb promised to call a conference of the railway and transport services concerned. "I will do that right away," he declared. [961, 1187, 1089, 1237]
paragraph: Tomahawks today repelled a Japanese fighter sweep over the Rangoon area, shooting down three and probably destroying two. [201, 1565, 339, 1605]
column-3 [348, 58, 496, 2053]
dateline-source: (By Telegraph—Press Association.) [512, 1371, 636, 1380]
